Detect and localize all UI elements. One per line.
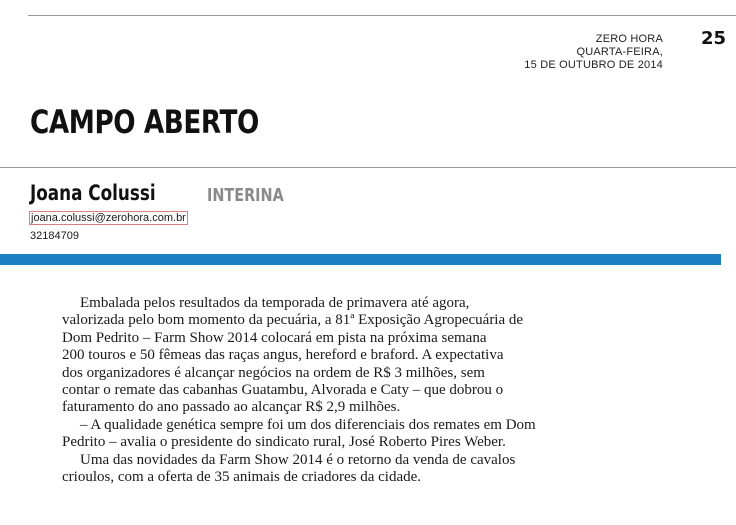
article-line: Dom Pedrito – Farm Show 2014 colocará em pista na próxima semana (62, 329, 487, 346)
author-role: INTERINA (207, 185, 284, 206)
page-number: 25 (700, 28, 726, 49)
author-name: Joana Colussi (30, 181, 156, 205)
article-line: Pedrito – avalia o presidente do sindicato rural, José Roberto Pires Weber. (62, 434, 506, 451)
article-body (62, 295, 642, 486)
article-line: contar o remate das cabanhas Guatambu, Alvorada e Caty – que dobrou o (62, 382, 504, 399)
section-title: CAMPO ABERTO (30, 103, 259, 141)
issue-date: 15 DE OUTUBRO DE 2014 (524, 59, 663, 71)
article-line: crioulos, com a oferta de 35 animais de criadores da cidade. (62, 469, 422, 486)
color-band (0, 254, 721, 265)
publication-name: ZERO HORA (595, 33, 663, 45)
article-line: faturamento do ano passado ao alcançar R$ 2,9 milhões. (62, 399, 401, 416)
article-line: valorizada pelo bom momento da pecuária, a 81ª Exposição Agropecuária de (62, 312, 524, 329)
article-line: dos organizadores é alcançar negócios na ordem de R$ 3 milhões, sem (62, 364, 485, 381)
article-line: Uma das novidades da Farm Show 2014 é o retorno da venda de cavalos (80, 451, 516, 468)
author-email-link[interactable]: joana.colussi@zerohora.com.br (31, 212, 186, 224)
article-line: – A qualidade genética sempre foi um dos diferenciais dos remates em Dom (80, 416, 536, 433)
top-divider (28, 15, 736, 16)
author-phone: 32184709 (30, 230, 79, 242)
masthead (524, 33, 663, 72)
weekday: QUARTA-FEIRA, (576, 46, 663, 58)
article-line: 200 touros e 50 fêmeas das raças angus, hereford e braford. A expectativa (62, 347, 504, 364)
article-line: Embalada pelos resultados da temporada de primavera até agora, (80, 295, 470, 311)
section-divider (0, 167, 736, 168)
